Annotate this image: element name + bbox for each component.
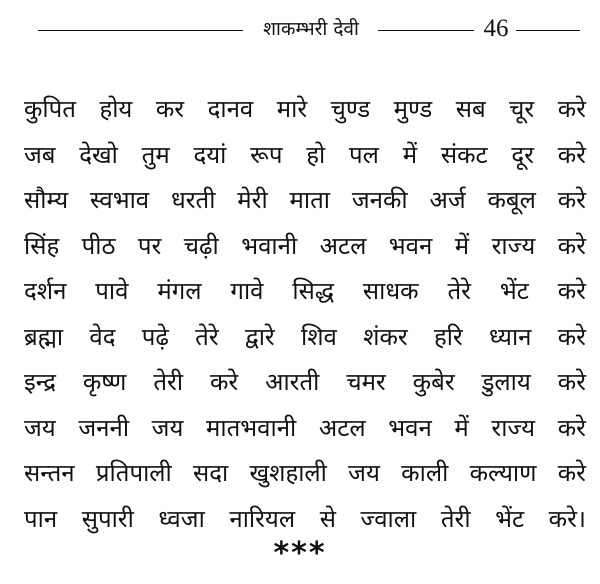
running-header [0, 0, 600, 60]
verse-line: जय जननी जय मातभवानी अटल भवन में राज्य करे [24, 413, 586, 442]
header-title: शाकम्भरी देवी [263, 18, 359, 40]
verse-line: ब्रह्मा वेद पढ़े तेरे द्वारे शिव शंकर हरि ध्यान करे [24, 322, 586, 351]
verse-line: सौम्य स्वभाव धरती मेरी माता जनकी अर्ज कबूल करे [24, 186, 586, 214]
verse-line: सिंह पीठ पर चढ़ी भवानी अटल भवन में राज्य करे [24, 231, 586, 260]
section-end-ornament: *** [273, 536, 327, 571]
verse-body [24, 87, 586, 542]
header-rule-middle [378, 30, 474, 31]
verse-line: इन्द्र कृष्ण तेरी करे आरती चमर कुबेर डुलाय करे [24, 368, 586, 396]
verse-line: जब देखो तुम दयां रूप हो पल में संकट दूर करे [24, 140, 586, 169]
header-rule-right [516, 30, 580, 31]
verse-line: दर्शन पावे मंगल गावे सिद्ध साधक तेरे भेंट करे [24, 277, 586, 305]
verse-line: पान सुपारी ध्वजा नारियल से ज्वाला तेरी भेंट करे। [24, 504, 586, 533]
header-rule-left [38, 30, 243, 31]
page-number: 46 [483, 15, 509, 42]
verse-line: सन्तन प्रतिपाली सदा खुशहाली जय काली कल्याण करे [24, 459, 586, 487]
verse-line: कुपित होय कर दानव मारे चुण्ड मुण्ड सब चूर करे [24, 95, 586, 123]
